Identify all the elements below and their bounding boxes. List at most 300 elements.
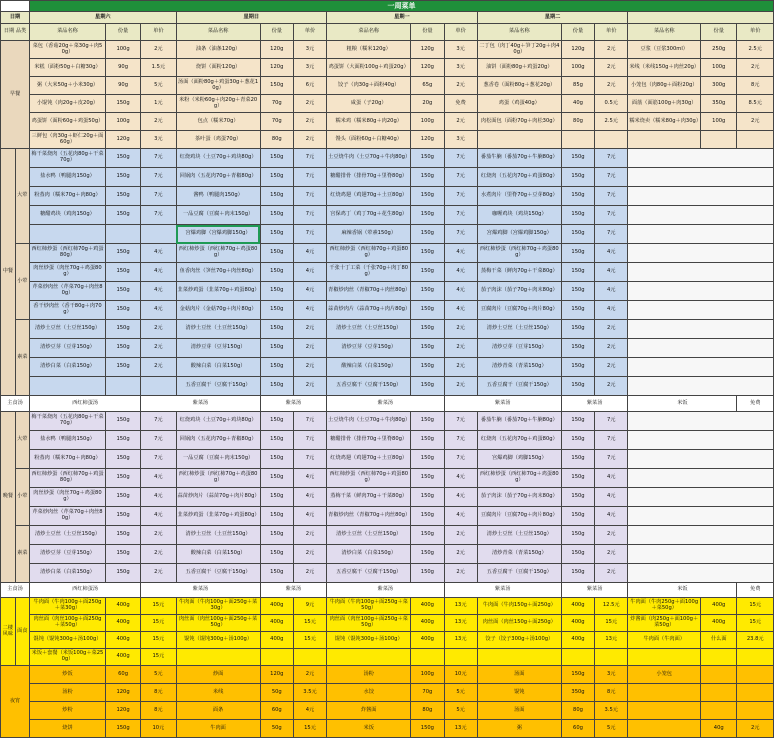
dish-price[interactable]: 7元 [595, 412, 628, 431]
dish-price[interactable]: 4元 [595, 507, 628, 526]
dish-name[interactable]: 蒸梅干菜（鲜肉70g＋干菜80g） [477, 263, 561, 282]
dish-name[interactable]: 红烧肉（五花肉70g＋鸡蛋80g） [477, 431, 561, 450]
dish-weight[interactable]: 60g [105, 666, 140, 684]
dish-weight[interactable]: 150g [260, 545, 293, 564]
dish-price[interactable]: 15元 [293, 615, 326, 632]
dish-name[interactable]: 五香豆腐干（豆腐干150g） [176, 377, 260, 396]
dish-name[interactable]: 西红柿炒蛋（西红柿70g＋鸡蛋80g） [477, 469, 561, 488]
dish-weight[interactable]: 150g [105, 431, 140, 450]
dish-price[interactable]: 2元 [293, 564, 326, 583]
header-price[interactable]: 单价 [737, 24, 774, 41]
dish-price[interactable]: 4元 [595, 263, 628, 282]
dish-weight[interactable]: 120g [260, 666, 293, 684]
dish-name[interactable]: 芹菜炒肉丝（芹菜70g＋肉丝80g） [30, 507, 106, 526]
dish-weight[interactable]: 150g [411, 450, 444, 469]
dish-weight[interactable]: 150g [411, 412, 444, 431]
note-cell[interactable]: 西红柿蛋汤 [30, 583, 141, 598]
dish-name[interactable]: 五香豆腐干（豆腐干150g） [477, 564, 561, 583]
dish-weight[interactable] [411, 649, 444, 666]
dish-price[interactable]: 2元 [141, 545, 176, 564]
dish-weight[interactable]: 400g [105, 615, 140, 632]
dish-price[interactable]: 7元 [444, 431, 477, 450]
dish-name[interactable]: 五香豆腐干（豆腐干150g） [327, 377, 411, 396]
dish-name[interactable]: 西红柿炒蛋（西红柿70g＋鸡蛋80g） [30, 469, 106, 488]
dish-weight[interactable]: 400g [411, 615, 444, 632]
blank-cell[interactable] [628, 358, 774, 377]
dish-weight[interactable]: 400g [701, 615, 737, 632]
dish-name[interactable]: 清炒豆芽（豆芽150g） [176, 339, 260, 358]
dish-weight[interactable]: 400g [411, 632, 444, 649]
dish-name[interactable]: 清炒土豆丝（土豆丝150g） [327, 526, 411, 545]
section-night[interactable]: 夜宵 [1, 666, 30, 738]
subsection[interactable]: 素菜 [15, 526, 30, 583]
dish-name[interactable]: 粉蒸肉（糯米70g＋肉80g） [30, 450, 106, 469]
dish-name[interactable]: 油饼（面粉80g＋鸡蛋20g） [477, 59, 561, 77]
dish-name[interactable]: 水煮肉片（里脊70g＋豆芽80g） [477, 187, 561, 206]
dish-name[interactable]: 西红柿炒蛋（西红柿70g＋鸡蛋80g） [327, 244, 411, 263]
dish-price[interactable]: 13元 [444, 720, 477, 738]
dish-name[interactable]: 番茄牛腩（番茄70g＋牛腩80g） [477, 149, 561, 168]
dish-price[interactable]: 7元 [141, 412, 176, 431]
dish-weight[interactable]: 150g [260, 526, 293, 545]
blank-cell[interactable] [628, 450, 774, 469]
dish-weight[interactable]: 150g [105, 469, 140, 488]
dish-price[interactable] [737, 684, 774, 702]
dish-name[interactable]: 酸辣白菜（白菜150g） [176, 545, 260, 564]
blank-cell[interactable] [628, 282, 774, 301]
dish-weight[interactable]: 150g [411, 526, 444, 545]
dish-name[interactable]: 清炒白菜（白菜150g） [30, 358, 106, 377]
subsection-extra[interactable]: 面食 [15, 598, 30, 666]
dish-price[interactable] [293, 649, 326, 666]
dish-name[interactable]: 清炒豆芽（豆芽150g） [327, 339, 411, 358]
dish-price[interactable]: 2元 [141, 526, 176, 545]
dish-name[interactable]: 红烧鸡块（土豆70g＋鸡块80g） [176, 412, 260, 431]
dish-name[interactable]: 红烧鸡翅（鸡翅70g＋土豆80g） [327, 450, 411, 469]
dish-price[interactable]: 2元 [595, 545, 628, 564]
blank-cell[interactable] [628, 431, 774, 450]
dish-weight[interactable]: 150g [561, 377, 594, 396]
dish-weight[interactable]: 150g [561, 488, 594, 507]
dish-price[interactable]: 7元 [293, 206, 326, 225]
dish-name[interactable]: 牛肉面（牛肉面） [628, 632, 701, 649]
dish-weight[interactable]: 150g [260, 263, 293, 282]
dish-price[interactable]: 2元 [141, 41, 176, 59]
dish-weight[interactable]: 40g [561, 95, 594, 113]
dish-price[interactable]: 5元 [141, 666, 176, 684]
subsection[interactable]: 大荤 [15, 412, 30, 469]
dish-price[interactable]: 3元 [444, 131, 477, 149]
dish-price[interactable]: 7元 [444, 206, 477, 225]
dish-name[interactable]: 宫爆鸡脚（宫爆鸡脚150g） [477, 225, 561, 244]
dish-price[interactable]: 2元 [293, 526, 326, 545]
dish-weight[interactable]: 150g [561, 187, 594, 206]
dish-weight[interactable]: 150g [260, 488, 293, 507]
dish-weight[interactable]: 350g [561, 684, 594, 702]
dish-price[interactable]: 7元 [595, 450, 628, 469]
header-price[interactable]: 单价 [595, 24, 628, 41]
dish-weight[interactable]: 150g [260, 149, 293, 168]
dish-price[interactable]: 9元 [293, 598, 326, 615]
dish-price[interactable]: 4元 [444, 244, 477, 263]
dish-name[interactable]: 肉丝面（肉丝100g＋面250g＋菜50g） [327, 615, 411, 632]
dish-weight[interactable]: 150g [105, 206, 140, 225]
dish-price[interactable]: 7元 [595, 225, 628, 244]
note-cell[interactable]: 免费 [737, 396, 774, 412]
header-weight[interactable]: 份量 [411, 24, 444, 41]
dish-price[interactable]: 2元 [293, 339, 326, 358]
dish-weight[interactable]: 400g [411, 598, 444, 615]
header-name[interactable]: 菜品名称 [30, 24, 106, 41]
day-header[interactable]: 星期二 [477, 12, 628, 24]
dish-price[interactable]: 6元 [293, 77, 326, 95]
dish-name[interactable]: 包点（糯米70g） [176, 113, 260, 131]
dish-price[interactable] [737, 666, 774, 684]
dish-weight[interactable]: 400g [701, 598, 737, 615]
dish-weight[interactable] [701, 131, 737, 149]
dish-name[interactable]: 土豆烧牛肉（土豆70g＋牛肉80g） [327, 149, 411, 168]
dish-weight[interactable]: 150g [260, 320, 293, 339]
dish-price[interactable]: 2元 [444, 358, 477, 377]
dish-name[interactable]: 牛肉面（牛肉250g＋面100g＋菜50g） [628, 598, 701, 615]
dish-weight[interactable]: 150g [561, 545, 594, 564]
dish-name[interactable] [628, 131, 701, 149]
dish-price[interactable]: 13元 [444, 615, 477, 632]
dish-name[interactable]: 西红柿炒蛋（西红柿70g＋鸡蛋80g） [176, 469, 260, 488]
dish-weight[interactable]: 120g [411, 131, 444, 149]
dish-weight[interactable] [260, 649, 293, 666]
blank-cell[interactable] [628, 564, 774, 583]
subsection[interactable]: 素菜 [15, 320, 30, 396]
dish-price[interactable]: 0.5元 [595, 95, 628, 113]
dish-weight[interactable] [701, 649, 737, 666]
dish-name[interactable]: 馄饨（馄饨300g＋汤100g） [327, 632, 411, 649]
blank-cell[interactable] [628, 168, 774, 187]
note-cell[interactable]: 紫菜汤 [561, 396, 627, 412]
note-cell[interactable]: 米饭 [628, 396, 737, 412]
blank-cell[interactable] [628, 149, 774, 168]
dish-price[interactable]: 13元 [444, 598, 477, 615]
dish-price[interactable]: 7元 [595, 149, 628, 168]
dish-price[interactable]: 5元 [141, 77, 176, 95]
dish-price[interactable]: 2元 [293, 666, 326, 684]
dish-weight[interactable]: 150g [260, 77, 293, 95]
dish-weight[interactable]: 150g [561, 431, 594, 450]
dish-name[interactable]: 豆腐肉片（豆腐70g＋肉片80g） [477, 301, 561, 320]
dish-price[interactable]: 4元 [595, 469, 628, 488]
dish-name[interactable]: 菜包（香菇20g＋菜30g＋肉50g） [30, 41, 106, 59]
dish-price[interactable]: 7元 [293, 431, 326, 450]
dish-price[interactable]: 7元 [595, 168, 628, 187]
dish-price[interactable]: 4元 [141, 263, 176, 282]
dish-price[interactable] [737, 702, 774, 720]
blank-cell[interactable] [628, 339, 774, 358]
dish-price[interactable] [141, 225, 176, 244]
dish-price[interactable]: 4元 [444, 488, 477, 507]
dish-name[interactable]: 咸蛋（子20g） [327, 95, 411, 113]
dish-weight[interactable]: 150g [105, 339, 140, 358]
dish-name[interactable]: 肉丝面（肉丝100g＋面250g＋菜50g） [30, 615, 106, 632]
dish-name[interactable]: 炒饭 [30, 666, 106, 684]
subsection[interactable]: 小荤 [15, 469, 30, 526]
dish-weight[interactable]: 400g [260, 615, 293, 632]
dish-name[interactable]: 米线（米线150g＋肉丝20g） [628, 59, 701, 77]
dish-weight[interactable]: 150g [260, 507, 293, 526]
dish-name[interactable]: 糯米烧卖（糯米80g＋肉30g） [628, 113, 701, 131]
dish-name[interactable]: 汤面（面粉80g＋鸡蛋30g＋葱花10g） [176, 77, 260, 95]
dish-weight[interactable]: 150g [411, 720, 444, 738]
dish-price[interactable]: 2元 [444, 526, 477, 545]
dish-name[interactable]: 汤粉 [327, 666, 411, 684]
dish-price[interactable]: 2.5元 [737, 41, 774, 59]
dish-price[interactable]: 4元 [293, 702, 326, 720]
dish-price[interactable]: 7元 [444, 187, 477, 206]
dish-name[interactable]: 蒸梅干菜（鲜肉70g＋干菜80g） [327, 488, 411, 507]
dish-price[interactable]: 免费 [444, 95, 477, 113]
dish-name[interactable]: 粉蒸肉（糯米70g＋肉80g） [30, 187, 106, 206]
dish-price[interactable]: 2元 [595, 41, 628, 59]
dish-name[interactable]: 茄子肉沫（茄子70g＋肉末80g） [477, 282, 561, 301]
dish-weight[interactable] [105, 377, 140, 396]
dish-price[interactable]: 2元 [293, 545, 326, 564]
dish-weight[interactable]: 100g [105, 113, 140, 131]
dish-price[interactable]: 13元 [444, 632, 477, 649]
dish-price[interactable]: 7元 [444, 412, 477, 431]
dish-weight[interactable]: 120g [105, 684, 140, 702]
dish-weight[interactable]: 90g [105, 77, 140, 95]
dish-weight[interactable]: 150g [260, 431, 293, 450]
dish-price[interactable] [595, 649, 628, 666]
dish-name[interactable]: 清炒土豆丝（土豆丝150g） [176, 320, 260, 339]
dish-name[interactable]: 米糕（面粉50g＋白糖30g） [30, 59, 106, 77]
dish-name[interactable]: 水饺 [327, 684, 411, 702]
dish-name[interactable]: 千张十丁工菜（千张70g＋肉丁80g） [327, 263, 411, 282]
dish-name[interactable]: 蒜苗炒肉片（蒜苗70g＋肉片80g） [327, 301, 411, 320]
dish-name[interactable]: 汤面 [477, 702, 561, 720]
dish-price[interactable]: 7元 [444, 149, 477, 168]
dish-name[interactable] [628, 720, 701, 738]
dish-weight[interactable]: 150g [260, 206, 293, 225]
dish-weight[interactable]: 150g [411, 206, 444, 225]
dish-name[interactable]: 米线 [176, 684, 260, 702]
dish-price[interactable]: 7元 [141, 431, 176, 450]
dish-price[interactable]: 7元 [444, 168, 477, 187]
dish-weight[interactable]: 80g [561, 113, 594, 131]
dish-price[interactable]: 2元 [141, 113, 176, 131]
dish-weight[interactable]: 150g [411, 301, 444, 320]
dish-price[interactable]: 2元 [444, 77, 477, 95]
dish-weight[interactable]: 120g [411, 59, 444, 77]
dish-weight[interactable]: 150g [105, 720, 140, 738]
dish-name[interactable] [30, 225, 106, 244]
dish-price[interactable]: 7元 [293, 168, 326, 187]
note-cell[interactable]: 米饭 [628, 583, 737, 598]
dish-price[interactable]: 2元 [141, 358, 176, 377]
dish-name[interactable]: 饺子（肉30g＋面粉40g） [327, 77, 411, 95]
dish-weight[interactable]: 300g [701, 77, 737, 95]
dish-price[interactable]: 15元 [595, 615, 628, 632]
dish-name[interactable]: 茶叶蛋（鸡蛋70g） [176, 131, 260, 149]
dish-weight[interactable]: 70g [260, 95, 293, 113]
dish-weight[interactable]: 400g [105, 598, 140, 615]
dish-name[interactable]: 糖醋排骨（排骨70g＋里脊80g） [327, 168, 411, 187]
note-cell[interactable]: 紫菜汤 [327, 396, 444, 412]
dish-price[interactable]: 8元 [737, 77, 774, 95]
dish-weight[interactable]: 150g [411, 358, 444, 377]
header-name[interactable]: 菜品名称 [477, 24, 561, 41]
dish-weight[interactable]: 150g [260, 469, 293, 488]
dish-price[interactable]: 2元 [444, 545, 477, 564]
dish-name[interactable]: 回锅肉（五花肉70g＋青椒80g） [176, 168, 260, 187]
blank-cell[interactable] [628, 488, 774, 507]
dish-name[interactable] [628, 649, 701, 666]
dish-name[interactable]: 馄饨（馄饨300g＋汤100g） [176, 632, 260, 649]
dish-price[interactable]: 7元 [444, 450, 477, 469]
dish-price[interactable]: 4元 [595, 488, 628, 507]
dish-weight[interactable]: 70g [260, 113, 293, 131]
dish-weight[interactable]: 60g [561, 720, 594, 738]
dish-weight[interactable]: 150g [105, 149, 140, 168]
blank-cell[interactable] [628, 301, 774, 320]
dish-weight[interactable]: 150g [411, 507, 444, 526]
dish-weight[interactable]: 150g [561, 526, 594, 545]
dish-weight[interactable]: 100g [411, 666, 444, 684]
dish-name[interactable]: 粥（大米50g＋小米30g） [30, 77, 106, 95]
section-breakfast[interactable]: 早餐 [1, 41, 30, 149]
dish-name[interactable]: 梅干菜烧肉（五花肉80g＋干菜70g） [30, 149, 106, 168]
blank-cell[interactable] [628, 377, 774, 396]
dish-weight[interactable]: 150g [561, 244, 594, 263]
dish-name[interactable]: 粥 [477, 720, 561, 738]
dish-price[interactable]: 7元 [293, 225, 326, 244]
dish-weight[interactable]: 120g [561, 41, 594, 59]
header-weight[interactable]: 份量 [561, 24, 594, 41]
dish-weight[interactable]: 150g [561, 263, 594, 282]
dish-weight[interactable]: 150g [561, 450, 594, 469]
dish-price[interactable]: 3.5元 [595, 702, 628, 720]
dish-weight[interactable]: 150g [260, 282, 293, 301]
blank-cell[interactable] [628, 244, 774, 263]
dish-name[interactable]: 鸡蛋饼（面粉60g＋鸡蛋50g） [30, 113, 106, 131]
dish-name[interactable]: 馄饨 [477, 684, 561, 702]
dish-price[interactable]: 7元 [141, 149, 176, 168]
dish-name[interactable]: 蒜苗炒肉片（蒜苗70g＋肉片80g） [176, 488, 260, 507]
dish-name[interactable]: 回锅肉（五花肉70g＋青椒80g） [176, 431, 260, 450]
dish-price[interactable]: 3.5元 [293, 684, 326, 702]
blank-cell[interactable] [628, 526, 774, 545]
dish-weight[interactable]: 150g [561, 358, 594, 377]
dish-weight[interactable]: 150g [411, 469, 444, 488]
blank-cell[interactable] [628, 263, 774, 282]
dish-name[interactable] [327, 649, 411, 666]
dish-price[interactable]: 4元 [444, 263, 477, 282]
dish-weight[interactable]: 150g [411, 564, 444, 583]
dish-price[interactable]: 10元 [444, 666, 477, 684]
dish-price[interactable]: 2元 [293, 377, 326, 396]
note-label[interactable]: 主食汤 [1, 583, 30, 598]
dish-weight[interactable]: 150g [561, 301, 594, 320]
note-cell[interactable]: 紫菜汤 [141, 396, 260, 412]
dish-weight[interactable]: 150g [561, 469, 594, 488]
dish-name[interactable]: 小笼包 [628, 666, 701, 684]
dish-name[interactable]: 面条 [176, 702, 260, 720]
dish-weight[interactable]: 150g [105, 244, 140, 263]
dish-price[interactable]: 2元 [141, 320, 176, 339]
dish-weight[interactable]: 400g [105, 649, 140, 666]
dish-price[interactable]: 7元 [141, 206, 176, 225]
dish-price[interactable]: 15元 [141, 632, 176, 649]
dish-name[interactable]: 二丁包（肉丁40g＋笋丁20g＋肉40g） [477, 41, 561, 59]
dish-price[interactable]: 2元 [293, 320, 326, 339]
dish-weight[interactable]: 150g [561, 564, 594, 583]
dish-price[interactable]: 4元 [141, 301, 176, 320]
dish-weight[interactable]: 150g [561, 507, 594, 526]
dish-price[interactable]: 8元 [595, 684, 628, 702]
dish-name[interactable]: 红烧鸡块（土豆70g＋鸡块80g） [176, 149, 260, 168]
dish-price[interactable]: 7元 [141, 187, 176, 206]
dish-weight[interactable]: 150g [411, 320, 444, 339]
dish-name[interactable] [628, 684, 701, 702]
dish-weight[interactable]: 什么面 [701, 632, 737, 649]
dish-price[interactable]: 2元 [293, 113, 326, 131]
dish-price[interactable]: 7元 [444, 225, 477, 244]
dish-name[interactable]: 三鲜包（肉30g＋虾仁20g＋面60g） [30, 131, 106, 149]
dish-weight[interactable]: 400g [260, 598, 293, 615]
dish-name[interactable]: 鸡蛋（鸡蛋40g） [477, 95, 561, 113]
dish-name[interactable] [477, 649, 561, 666]
dish-weight[interactable]: 100g [701, 59, 737, 77]
dish-price[interactable]: 2元 [595, 339, 628, 358]
dish-name[interactable]: 五香豆腐干（豆腐干150g） [176, 564, 260, 583]
dish-price[interactable]: 2元 [444, 564, 477, 583]
dish-price[interactable]: 23.8元 [737, 632, 774, 649]
blank-cell[interactable] [628, 507, 774, 526]
dish-name[interactable]: 肉丝炒蛋（肉丝70g＋鸡蛋80g） [30, 488, 106, 507]
dish-name[interactable]: 糖醋排骨（排骨70g＋里脊80g） [327, 431, 411, 450]
dish-name[interactable]: 西红柿炒蛋（西红柿70g＋鸡蛋80g） [30, 244, 106, 263]
dish-weight[interactable]: 150g [561, 149, 594, 168]
dish-price[interactable]: 5元 [444, 702, 477, 720]
dish-price[interactable]: 4元 [595, 301, 628, 320]
dish-name[interactable]: 芹菜炒肉丝（芹菜70g＋肉丝80g） [30, 282, 106, 301]
note-cell[interactable]: 紫菜汤 [260, 583, 326, 598]
note-cell[interactable]: 紫菜汤 [327, 583, 444, 598]
dish-name[interactable]: 牛肉面（牛肉100g＋面250g＋菜50g） [327, 598, 411, 615]
dish-price[interactable]: 7元 [141, 450, 176, 469]
dish-weight[interactable]: 120g [411, 41, 444, 59]
dish-weight[interactable]: 400g [561, 615, 594, 632]
dish-price[interactable]: 8元 [141, 702, 176, 720]
dish-name[interactable]: 面筋（面筋100g＋肉30g） [628, 95, 701, 113]
dish-weight[interactable]: 400g [105, 632, 140, 649]
dish-price[interactable]: 3元 [444, 41, 477, 59]
dish-price[interactable] [444, 649, 477, 666]
subsection[interactable]: 小荤 [15, 244, 30, 320]
dish-price[interactable]: 4元 [444, 469, 477, 488]
dish-weight[interactable]: 150g [561, 282, 594, 301]
dish-weight[interactable]: 80g [561, 702, 594, 720]
dish-name[interactable]: 肉丝炒蛋（肉丝70g＋鸡蛋80g） [30, 263, 106, 282]
dish-name[interactable]: 糖醋鸡块（鸡肉150g） [30, 206, 106, 225]
dish-weight[interactable] [561, 131, 594, 149]
dish-price[interactable]: 7元 [293, 412, 326, 431]
dish-weight[interactable]: 150g [561, 168, 594, 187]
dish-weight[interactable]: 150g [411, 168, 444, 187]
dish-name[interactable]: 豆浆（豆浆300ml） [628, 41, 701, 59]
dish-name[interactable]: 小馄饨（肉20g＋皮20g） [30, 95, 106, 113]
dish-weight[interactable]: 150g [561, 339, 594, 358]
dish-weight[interactable]: 150g [561, 412, 594, 431]
